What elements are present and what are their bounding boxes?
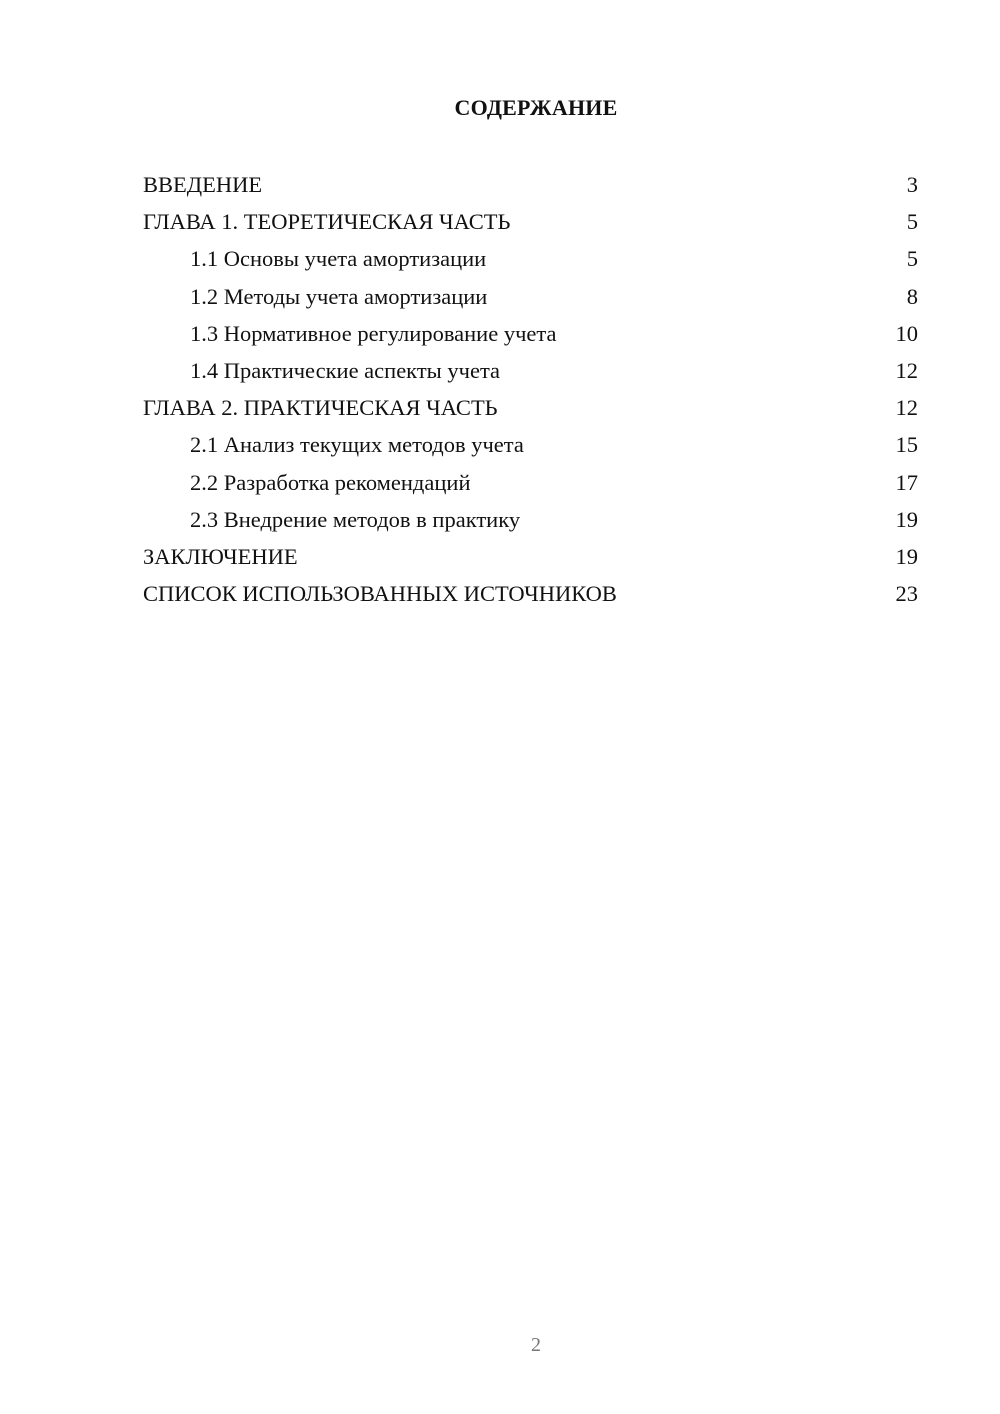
toc-entry-page: 15 (895, 432, 918, 458)
toc-entry-page: 23 (895, 581, 918, 607)
toc-entry-page: 17 (895, 469, 918, 495)
toc-entry-section-2-3 (143, 501, 918, 538)
toc-entry-section-2-2 (143, 464, 918, 501)
toc-entry-label: ГЛАВА 1. ТЕОРЕТИЧЕСКАЯ ЧАСТЬ (143, 209, 511, 235)
toc-entry-section-2-1 (143, 426, 918, 463)
toc-title: СОДЕРЖАНИЕ (454, 95, 618, 120)
toc-entry-page: 3 (906, 172, 918, 197)
toc-entry-page: 19 (895, 543, 918, 569)
toc-entry-section-1-2 (143, 278, 918, 315)
toc-entry-label: ЗАКЛЮЧЕНИЕ (143, 543, 298, 569)
toc-entry-label: СПИСОК ИСПОЛЬЗОВАННЫХ ИСТОЧНИКОВ (143, 581, 617, 607)
toc-entry-conclusion (143, 538, 918, 575)
toc-entry-page: 10 (895, 320, 918, 346)
toc-entry-page: 5 (906, 209, 918, 235)
toc-entry-label: 2.1 Анализ текущих методов учета (190, 432, 524, 458)
toc-entry-chapter-2 (143, 389, 918, 426)
toc-entry-label: 2.2 Разработка рекомендаций (190, 469, 471, 495)
toc-entry-label: 1.3 Нормативное регулирование учета (190, 320, 557, 346)
toc-entry-label: 1.4 Практические аспекты учета (190, 357, 501, 383)
page-number: 2 (531, 1334, 541, 1356)
toc-entry-page: 8 (906, 283, 918, 309)
toc-entry-page: 19 (895, 506, 918, 532)
toc-entry-section-1-1 (143, 240, 918, 277)
toc-entry-label: 1.2 Методы учета амортизации (190, 283, 488, 309)
toc-entry-label: 2.3 Внедрение методов в практику (190, 506, 521, 532)
table-of-contents (143, 166, 918, 612)
toc-entry-page: 12 (895, 395, 918, 421)
toc-entry-chapter-1 (143, 203, 918, 240)
toc-entry-label: ВВЕДЕНИЕ (143, 172, 263, 197)
toc-entry-introduction (143, 166, 918, 203)
toc-entry-label: ГЛАВА 2. ПРАКТИЧЕСКАЯ ЧАСТЬ (143, 395, 498, 421)
toc-entry-section-1-4 (143, 352, 918, 389)
toc-entry-label: 1.1 Основы учета амортизации (190, 246, 487, 272)
toc-entry-page: 12 (895, 357, 918, 383)
toc-entry-page: 5 (906, 246, 918, 272)
toc-entry-section-1-3 (143, 315, 918, 352)
toc-entry-references (143, 575, 918, 612)
